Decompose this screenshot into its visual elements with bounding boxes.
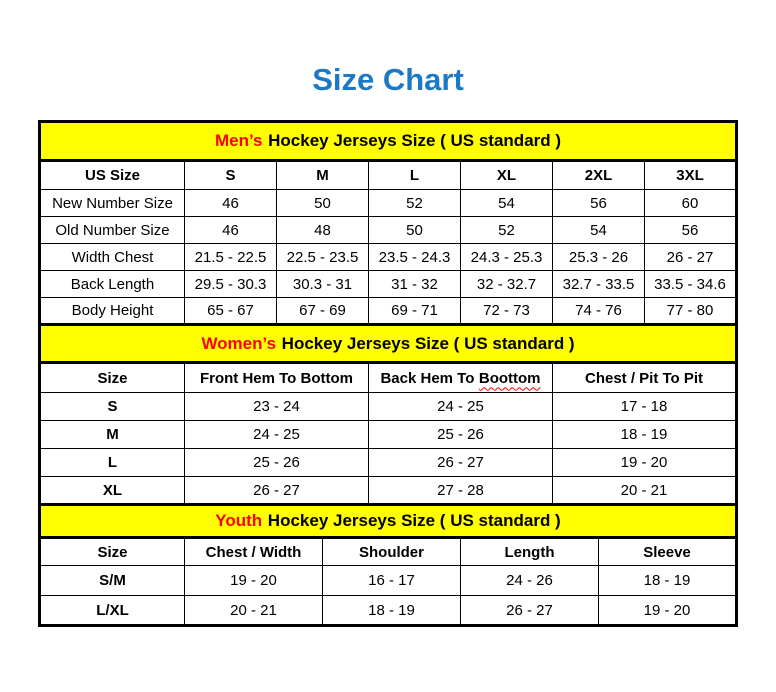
size-value-cell: 19 - 20: [553, 449, 737, 477]
size-value-cell: 67 - 69: [277, 298, 369, 325]
table-row-womens-xl: [40, 477, 737, 505]
column-header-l: L: [369, 161, 461, 190]
size-value-cell: 19 - 20: [599, 596, 737, 626]
size-value-cell: 20 - 21: [553, 477, 737, 505]
size-value-cell: 65 - 67: [185, 298, 277, 325]
womens-section-heading-row: [40, 325, 737, 363]
table-row-old-number-size: [40, 217, 737, 244]
size-value-cell: 24 - 25: [185, 421, 369, 449]
column-header-m: M: [277, 161, 369, 190]
column-header-length: Length: [461, 538, 599, 566]
back-hem-label: Back Hem To: [380, 369, 475, 387]
size-value-cell: 20 - 21: [185, 596, 323, 626]
mens-section-heading: [40, 122, 737, 161]
column-header-sleeve: Sleeve: [599, 538, 737, 566]
size-value-cell: 25.3 - 26: [553, 244, 645, 271]
womens-heading-highlight: Women’s: [201, 333, 277, 353]
youth-section-heading: [40, 505, 737, 538]
size-value-cell: 26 - 27: [185, 477, 369, 505]
womens-heading-text: Hockey Jerseys Size ( US standard ): [281, 333, 575, 353]
column-header-s: S: [185, 161, 277, 190]
youth-section-heading-row: [40, 505, 737, 538]
size-value-cell: 52: [369, 190, 461, 217]
misspelled-word-squiggle: Boottom: [478, 369, 541, 387]
size-value-cell: 24 - 26: [461, 566, 599, 596]
column-header-chest-width: Chest / Width: [185, 538, 323, 566]
row-label: Old Number Size: [40, 217, 185, 244]
row-label: M: [40, 421, 185, 449]
size-value-cell: 17 - 18: [553, 393, 737, 421]
womens-section-heading: [40, 325, 737, 363]
size-value-cell: 77 - 80: [645, 298, 737, 325]
table-row-womens-s: [40, 393, 737, 421]
column-header-us-size: US Size: [40, 161, 185, 190]
size-value-cell: 16 - 17: [323, 566, 461, 596]
row-label: Back Length: [40, 271, 185, 298]
size-value-cell: 21.5 - 22.5: [185, 244, 277, 271]
mens-section-heading-row: [40, 122, 737, 161]
womens-column-header-row: [40, 363, 737, 393]
table-row-width-chest: [40, 244, 737, 271]
table-row-new-number-size: [40, 190, 737, 217]
mens-column-header-row: [40, 161, 737, 190]
size-value-cell: 22.5 - 23.5: [277, 244, 369, 271]
youth-heading-text: Hockey Jerseys Size ( US standard ): [267, 511, 561, 530]
size-value-cell: 74 - 76: [553, 298, 645, 325]
youth-heading-highlight: Youth: [215, 511, 263, 530]
size-value-cell: 46: [185, 190, 277, 217]
size-value-cell: 25 - 26: [185, 449, 369, 477]
size-value-cell: 27 - 28: [369, 477, 553, 505]
size-value-cell: 18 - 19: [553, 421, 737, 449]
size-value-cell: 26 - 27: [461, 596, 599, 626]
size-value-cell: 26 - 27: [645, 244, 737, 271]
size-value-cell: 69 - 71: [369, 298, 461, 325]
size-value-cell: 24 - 25: [369, 393, 553, 421]
column-header-3xl: 3XL: [645, 161, 737, 190]
size-value-cell: 31 - 32: [369, 271, 461, 298]
size-chart-tables: [38, 120, 735, 627]
youth-column-header-row: [40, 538, 737, 566]
row-label: L/XL: [40, 596, 185, 626]
mens-heading-highlight: Men’s: [214, 131, 263, 150]
mens-heading-text: Hockey Jerseys Size ( US standard ): [268, 131, 562, 150]
row-label: S: [40, 393, 185, 421]
column-header-2xl: 2XL: [553, 161, 645, 190]
size-value-cell: 56: [553, 190, 645, 217]
column-header-chest-pit: Chest / Pit To Pit: [553, 363, 737, 393]
row-label: L: [40, 449, 185, 477]
size-value-cell: 24.3 - 25.3: [461, 244, 553, 271]
row-label: Body Height: [40, 298, 185, 325]
size-value-cell: 26 - 27: [369, 449, 553, 477]
size-value-cell: 32.7 - 33.5: [553, 271, 645, 298]
size-value-cell: 18 - 19: [323, 596, 461, 626]
size-value-cell: 54: [461, 190, 553, 217]
size-value-cell: 23 - 24: [185, 393, 369, 421]
size-value-cell: 46: [185, 217, 277, 244]
size-value-cell: 56: [645, 217, 737, 244]
size-value-cell: 48: [277, 217, 369, 244]
size-value-cell: 23.5 - 24.3: [369, 244, 461, 271]
size-value-cell: 25 - 26: [369, 421, 553, 449]
row-label: Width Chest: [40, 244, 185, 271]
column-header-size: Size: [40, 363, 185, 393]
column-header-shoulder: Shoulder: [323, 538, 461, 566]
row-label: S/M: [40, 566, 185, 596]
mens-size-table: [38, 120, 738, 326]
size-value-cell: 60: [645, 190, 737, 217]
column-header-front-hem: Front Hem To Bottom: [185, 363, 369, 393]
column-header-back-hem: [369, 363, 553, 393]
womens-size-table: [38, 323, 738, 506]
size-value-cell: 72 - 73: [461, 298, 553, 325]
size-value-cell: 54: [553, 217, 645, 244]
table-row-youth-lxl: [40, 596, 737, 626]
size-value-cell: 32 - 32.7: [461, 271, 553, 298]
size-value-cell: 50: [369, 217, 461, 244]
table-row-womens-l: [40, 449, 737, 477]
size-value-cell: 29.5 - 30.3: [185, 271, 277, 298]
row-label: XL: [40, 477, 185, 505]
column-header-size: Size: [40, 538, 185, 566]
table-row-youth-sm: [40, 566, 737, 596]
size-value-cell: 19 - 20: [185, 566, 323, 596]
size-value-cell: 52: [461, 217, 553, 244]
table-row-back-length: [40, 271, 737, 298]
row-label: New Number Size: [40, 190, 185, 217]
table-row-womens-m: [40, 421, 737, 449]
table-row-body-height: [40, 298, 737, 325]
page-title: Size Chart: [312, 62, 464, 97]
size-value-cell: 33.5 - 34.6: [645, 271, 737, 298]
size-value-cell: 30.3 - 31: [277, 271, 369, 298]
column-header-xl: XL: [461, 161, 553, 190]
youth-size-table: [38, 503, 738, 627]
size-value-cell: 18 - 19: [599, 566, 737, 596]
size-value-cell: 50: [277, 190, 369, 217]
